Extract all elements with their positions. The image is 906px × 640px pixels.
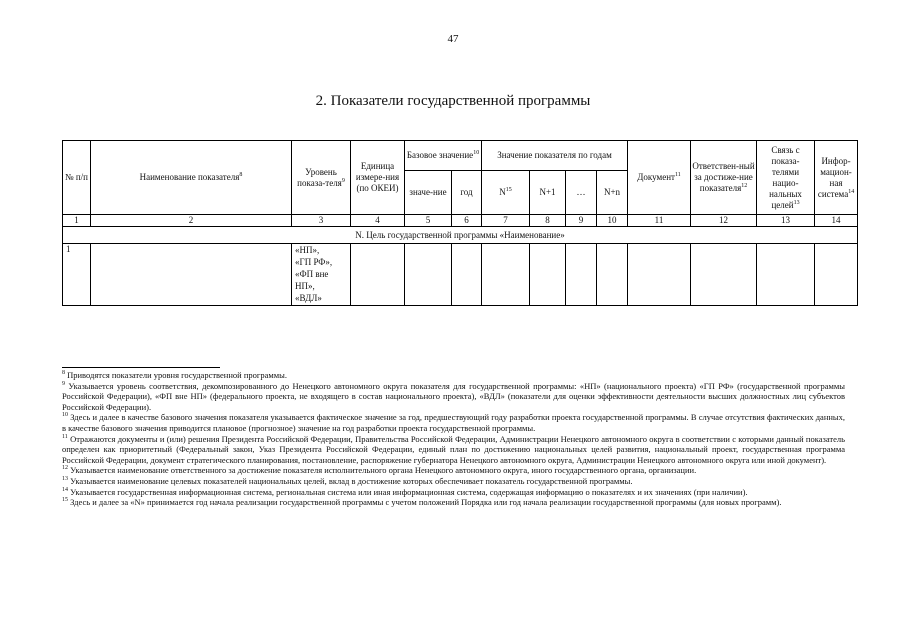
footnote: $^{12}$ Указывается наименование ответственного за достижение показателя исполнительного органа Ненецкого автономного округа, иного государственного органа, организации. [62,465,697,476]
column-index: 2 [91,215,292,227]
footnote: $^{13}$ Указывается наименование целевых показателей национальных целей, вклад в достижение которых обеспечивает показатель государственной программы. [62,475,633,486]
empty-cell [628,244,691,306]
empty-cell [405,244,452,306]
column-index: 6 [452,215,482,227]
column-index-row [63,215,858,227]
header-year-n: $N^{15}$ [482,171,530,215]
column-index: 10 [597,215,628,227]
page-number: 47 [447,33,459,45]
empty-cell [351,244,405,306]
level-line: «ВДЛ» [295,293,322,303]
row-number: 1 [63,244,91,306]
header-year-n1: N+1 [530,171,566,215]
header-link: Связь с показа-телями нацио-нальных целей$^{13}$ [757,141,815,215]
header-base-year: год [452,171,482,215]
header-years: Значение показателя по годам [482,141,628,171]
column-index: 13 [757,215,815,227]
empty-cell [757,244,815,306]
table-row [63,244,858,306]
header-responsible: Ответствен-ный за достиже-ние показателя$^{12}$ [691,141,757,215]
footnote: $^8$ Приводятся показатели уровня государственной программы. [62,370,287,380]
goal-row: N. Цель государственной программы «Наименование» [63,227,858,244]
indicators-table [62,140,858,306]
header-num: № п/п [63,141,91,215]
level-cell [292,244,351,306]
header-base-value: значе-ние [405,171,452,215]
level-line: «НП», [295,245,320,255]
column-index: 7 [482,215,530,227]
level-line: «ГП РФ», [295,257,333,267]
header-infosystem: Инфор-мацион-ная система$^{14}$ [815,141,858,215]
section-title: 2. Показатели государственной программы [315,93,591,109]
header-level: Уровень показа-теля$^9$ [292,141,351,215]
header-name: Наименование показателя$^8$ [91,141,292,215]
column-index: 3 [292,215,351,227]
footnote: $^{15}$ Здесь и далее за «N» принимается год начала реализации государственной программы с учетом положений Порядка или год начала реализации государственной программы (для новых программ). [62,497,782,508]
header-document: Документ$^{11}$ [628,141,691,215]
empty-cell [452,244,482,306]
footnote: $^{10}$ Здесь и далее в качестве базового значения показателя указывается фактическое значение за год, предшествующий году разработки проекта государственной программы. В случае отсутствия фактических данных, в качестве базового значения приводится плановое (прогнозное) значение на год разработки проекта государственной программы. [62,412,846,433]
header-year-nn: N+n [597,171,628,215]
footnotes [62,370,845,508]
header-year-dots: … [566,171,597,215]
empty-cell [691,244,757,306]
indicator-name-cell [91,244,292,306]
empty-cell [530,244,566,306]
footnote: $^{14}$ Указывается государственная информационная система, региональная система или иная информационная система, содержащая информацию о показателях и их значениях (при наличии). [62,486,748,497]
column-index: 5 [405,215,452,227]
empty-cell [482,244,530,306]
column-index: 11 [628,215,691,227]
empty-cell [566,244,597,306]
footnote-separator [62,367,220,368]
column-index: 14 [815,215,858,227]
column-index: 9 [566,215,597,227]
column-index: 8 [530,215,566,227]
empty-cell [815,244,858,306]
footnote: $^9$ Указывается уровень соответствия, декомпозированного до Ненецкого автономного округа показателя для государственной программы: «НП» (национального проекта) «ГП РФ» (государственной программы Российской Федерации), «ФП вне НП» (федерального проекта, не входящего в состав национального проекта), «ВДЛ» (показатели для оценки эффективности деятельности высших должностных лиц субъектов Российской Федерации). [62,380,846,412]
column-index: 12 [691,215,757,227]
empty-cell [597,244,628,306]
header-unit: Единица измере-ния (по ОКЕИ) [351,141,405,215]
header-base: Базовое значение$^{10}$ [405,141,482,171]
level-line: «ФП вне [295,269,329,279]
column-index: 1 [63,215,91,227]
footnote: $^{11}$ Отражаются документы и (или) решения Президента Российской Федерации, Правительства Российской Федерации, Администрации Ненецкого автономного округа в соответствии с которыми данный показатель определен как приоритетный (Федеральный закон, Указ Президента Российской Федерации, единый план по достижению национальных целей развития, национальный проект, государственная программа Российской Федерации, документ стратегического планирования, постановление, распоряжение губернатора Ненецкого автономного округа, Администрации Ненецкого автономного округа или иной документ). [62,433,845,465]
level-line: НП», [295,281,315,291]
column-index: 4 [351,215,405,227]
